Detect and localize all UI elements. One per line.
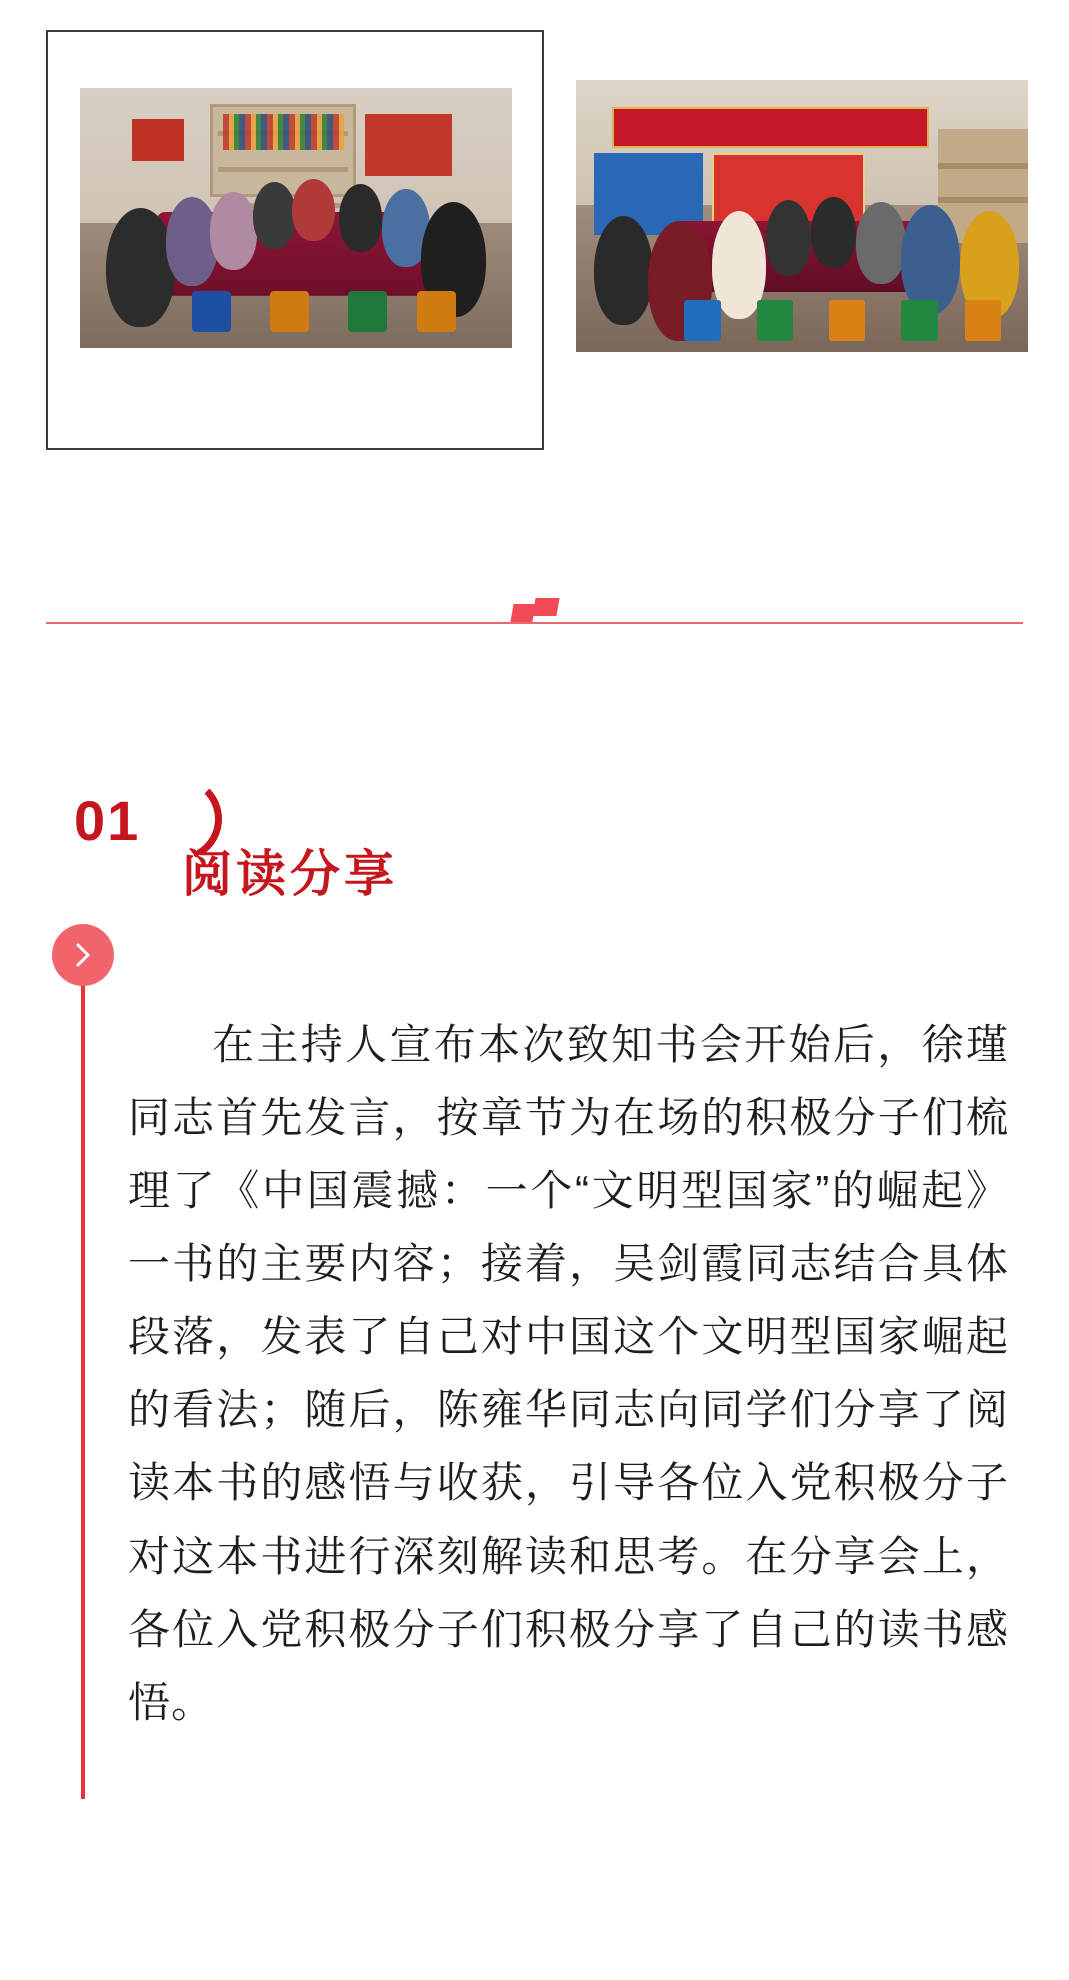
photo-left-scene [80,88,512,348]
person [106,208,175,328]
chair [965,300,1001,341]
divider-line [46,622,1023,624]
red-banner-right [365,114,451,176]
chair [901,300,937,341]
person [766,200,811,276]
person [856,202,906,284]
person [901,205,960,314]
person [253,182,296,250]
event-banner [612,107,928,148]
chair [192,291,231,333]
person [292,179,335,241]
section-divider [0,570,1069,660]
photo-left [80,88,512,348]
photo-right-scene [576,80,1028,352]
books [223,114,344,150]
page-title: 阅读分享 [182,845,398,902]
chair [757,300,793,341]
person [594,216,653,325]
red-banner-left [132,119,184,161]
flag-mark-icon [512,598,558,624]
section-number-badge [74,770,194,870]
person [210,192,258,270]
body-paragraph: 在主持人宣布本次致知书会开始后，徐瑾同志首先发言，按章节为在场的积极分子们梳理了《中国震撼：一个“文明型国家”的崛起》一书的主要内容；接着，吴剑霞同志结合具体段落，发表了自己对中国这个文明型国家崛起的看法；随后，陈雍华同志向同学们分享了阅读本书的感悟与收获，引导各位入党积极分子对这本书进行深刻解读和思考。在分享会上，各位入党积极分子们积极分享了自己的读书感悟。 [128,1021,1009,1726]
section-heading [0,770,1069,902]
photo-right [576,80,1028,352]
content-block [0,924,1069,1819]
chevron-right-icon [52,924,114,986]
person [811,197,856,268]
chair [684,300,720,341]
chair [417,291,456,333]
chair [348,291,387,333]
person [339,184,382,252]
photo-collage [0,0,1069,520]
section-number: 01 [74,789,141,852]
chair [829,300,865,341]
chair [270,291,309,333]
vertical-rail [81,966,85,1799]
